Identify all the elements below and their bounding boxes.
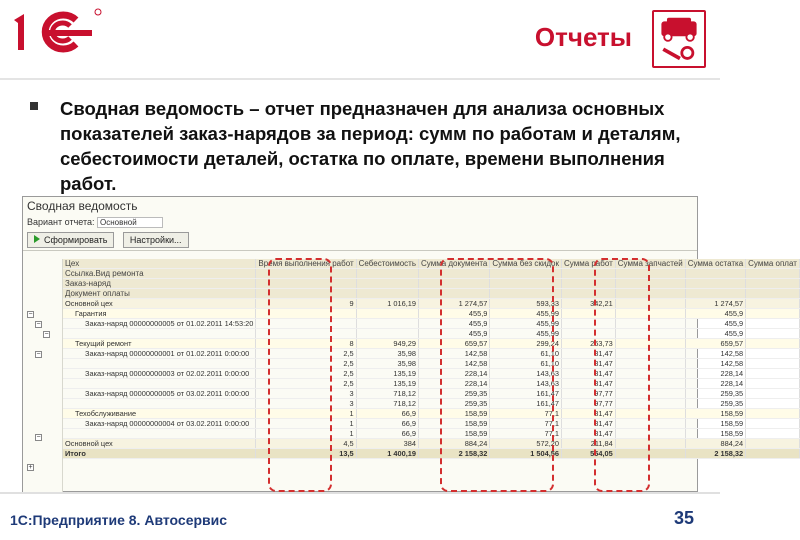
table-cell: Заказ-наряд 00000000004 от 03.02.2011 0:00:00 — [63, 419, 256, 429]
table-cell: 35,98 — [356, 359, 418, 369]
table-cell — [746, 399, 800, 409]
table-row[interactable] — [63, 359, 799, 369]
table-cell: 2,5 — [256, 369, 356, 379]
table-cell: Итого — [63, 449, 256, 459]
table-row[interactable] — [63, 409, 799, 419]
table-cell: 81,47 — [562, 349, 616, 359]
table-cell: 1 274,57 — [685, 299, 745, 309]
1c-logo — [8, 6, 104, 56]
table-cell — [746, 439, 800, 449]
generate-button[interactable] — [27, 232, 114, 248]
table-cell: 135,19 — [356, 379, 418, 389]
footer-divider — [0, 492, 720, 494]
header-cell — [356, 289, 418, 299]
table-cell — [63, 379, 256, 389]
table-cell: Техобслуживание — [63, 409, 256, 419]
car-service-icon — [652, 10, 706, 68]
table-cell: 35,98 — [356, 349, 418, 359]
table-cell — [746, 349, 800, 359]
table-cell: 228,14 — [419, 379, 490, 389]
table-cell: Основной цех — [63, 439, 256, 449]
table-cell: 1 504,56 — [490, 449, 562, 459]
header-cell: Сумма работ — [562, 259, 616, 269]
table-cell: 2 158,32 — [419, 449, 490, 459]
table-cell: 1 — [256, 409, 356, 419]
table-cell: 81,47 — [562, 409, 616, 419]
table-cell: 158,59 — [419, 409, 490, 419]
table-cell: 211,84 — [562, 439, 616, 449]
table-cell — [746, 429, 800, 439]
table-cell: 572,20 — [490, 439, 562, 449]
bullet-item — [34, 96, 694, 196]
table-cell: 2,5 — [256, 349, 356, 359]
header-cell — [356, 279, 418, 289]
bullet-marker — [30, 102, 38, 110]
header-divider — [0, 78, 720, 80]
collapse-icon[interactable]: − — [28, 311, 33, 318]
table-cell: 97,77 — [562, 389, 616, 399]
table-cell: 4,5 — [256, 439, 356, 449]
table-cell: 455,9 — [419, 329, 490, 339]
table-row[interactable] — [63, 399, 799, 409]
table-cell: 77,1 — [490, 409, 562, 419]
highlight-work-time — [268, 258, 332, 492]
table-cell: 1 400,19 — [356, 449, 418, 459]
table-cell: 66,9 — [356, 409, 418, 419]
table-cell: 61,10 — [490, 359, 562, 369]
table-row[interactable] — [63, 349, 799, 359]
header-cell — [685, 289, 745, 299]
table-cell: 2,5 — [256, 379, 356, 389]
table-cell: 61,10 — [490, 349, 562, 359]
collapse-icon[interactable]: − — [44, 331, 49, 338]
table-cell: 97,77 — [562, 399, 616, 409]
table-cell: 884,24 — [685, 439, 745, 449]
table-cell: 2,5 — [256, 359, 356, 369]
table-cell: 228,14 — [685, 379, 745, 389]
table-row[interactable] — [63, 429, 799, 439]
table-cell — [746, 379, 800, 389]
variant-label: Вариант отчета: — [27, 217, 95, 227]
table-cell: Текущий ремонт — [63, 339, 256, 349]
table-cell: 161,47 — [490, 399, 562, 409]
table-cell: 158,59 — [685, 429, 745, 439]
table-row[interactable] — [63, 439, 799, 449]
table-row[interactable] — [63, 299, 799, 309]
table-cell — [63, 399, 256, 409]
highlight-sums — [440, 258, 554, 492]
table-cell: 81,47 — [562, 369, 616, 379]
table-cell: 884,24 — [419, 439, 490, 449]
table-cell: Заказ-наряд 00000000005 от 01.02.2011 14:53:20 — [63, 319, 256, 329]
table-cell: 66,9 — [356, 419, 418, 429]
table-cell: 455,99 — [490, 309, 562, 319]
table-cell: 143,63 — [490, 379, 562, 389]
table-cell — [63, 329, 256, 339]
table-cell: Заказ-наряд 00000000003 от 02.02.2011 0:00:00 — [63, 369, 256, 379]
table-cell: 593,33 — [490, 299, 562, 309]
table-cell: 158,59 — [419, 429, 490, 439]
table-cell: 455,9 — [685, 309, 745, 319]
expand-icon[interactable]: + — [28, 464, 33, 471]
table-row[interactable] — [63, 379, 799, 389]
table-cell: 3 — [256, 389, 356, 399]
table-cell: 2 158,32 — [685, 449, 745, 459]
table-cell: 455,9 — [419, 319, 490, 329]
bullet-text: Сводная ведомость – отчет предназначен для анализа основных показателей заказ-нарядов за период: сумм по работам и деталям, себестоимости деталей, остатка по оплате, времени выполнения работ. — [60, 98, 681, 194]
header-cell — [746, 269, 800, 279]
header-row — [63, 269, 799, 279]
table-cell: 142,58 — [685, 359, 745, 369]
table-cell: 77,1 — [490, 429, 562, 439]
table-cell: 455,99 — [490, 319, 562, 329]
header-row — [63, 289, 799, 299]
header-cell: Ссылка.Вид ремонта — [63, 269, 256, 279]
table-cell: 135,19 — [356, 369, 418, 379]
table-cell: 158,59 — [685, 409, 745, 419]
table-cell — [746, 369, 800, 379]
table-cell: 81,47 — [562, 379, 616, 389]
table-cell — [356, 319, 418, 329]
header-cell — [746, 279, 800, 289]
table-cell — [746, 389, 800, 399]
table-cell — [746, 449, 800, 459]
report-toolbar — [23, 229, 697, 251]
table-cell: 161,47 — [490, 389, 562, 399]
collapse-icon[interactable]: − — [36, 434, 41, 441]
table-cell: 384 — [356, 439, 418, 449]
page-title: Отчеты — [534, 22, 632, 52]
collapse-icon[interactable]: − — [36, 321, 41, 328]
variant-row — [23, 215, 697, 229]
table-row[interactable] — [63, 339, 799, 349]
table-cell: 718,12 — [356, 389, 418, 399]
table-cell: 81,47 — [562, 429, 616, 439]
table-cell: 455,99 — [490, 329, 562, 339]
table-cell — [746, 319, 800, 329]
table-cell: 259,35 — [685, 399, 745, 409]
table-cell: 9 — [256, 299, 356, 309]
settings-label: Настройки... — [129, 235, 182, 245]
table-cell — [746, 359, 800, 369]
page-number: 35 — [673, 508, 694, 528]
table-cell: 1 — [256, 429, 356, 439]
table-cell: 228,14 — [685, 369, 745, 379]
header-cell — [746, 289, 800, 299]
table-cell: 77,1 — [490, 419, 562, 429]
table-cell: 13,5 — [256, 449, 356, 459]
table-cell: 66,9 — [356, 429, 418, 439]
table-cell: 142,58 — [419, 349, 490, 359]
header-cell — [685, 279, 745, 289]
header-cell — [685, 269, 745, 279]
table-cell — [746, 299, 800, 309]
header-cell: Сумма запчастей — [615, 259, 685, 269]
table-cell — [746, 339, 800, 349]
table-cell — [746, 409, 800, 419]
generate-label: Сформировать — [44, 235, 108, 245]
table-cell — [746, 419, 800, 429]
table-cell: 659,57 — [685, 339, 745, 349]
table-cell: Основной цех — [63, 299, 256, 309]
header-row — [63, 279, 799, 289]
table-row[interactable] — [63, 329, 799, 339]
table-cell: 259,35 — [419, 389, 490, 399]
table-cell: 259,35 — [419, 399, 490, 409]
highlight-remainder — [594, 258, 650, 492]
table-cell: 143,63 — [490, 369, 562, 379]
table-cell: 1 — [256, 419, 356, 429]
table-cell: 659,57 — [419, 339, 490, 349]
header-cell: Сумма оплат — [746, 259, 800, 269]
table-cell: 455,9 — [685, 319, 745, 329]
table-cell: 8 — [256, 339, 356, 349]
table-cell: 554,05 — [562, 449, 616, 459]
table-cell: 1 274,57 — [419, 299, 490, 309]
header-cell: Сумма остатка — [685, 259, 745, 269]
table-cell: 3 — [256, 399, 356, 409]
header-cell: Сумма без скидок — [490, 259, 562, 269]
table-row[interactable] — [63, 309, 799, 319]
table-cell: 455,9 — [419, 309, 490, 319]
table-row[interactable] — [63, 389, 799, 399]
table-cell: 81,47 — [562, 419, 616, 429]
table-cell: 142,58 — [685, 349, 745, 359]
header-row — [63, 259, 799, 269]
table-cell: 299,24 — [490, 339, 562, 349]
table-cell — [63, 429, 256, 439]
table-cell: 455,9 — [685, 329, 745, 339]
header-cell: Цех — [63, 259, 256, 269]
report-table — [63, 259, 800, 459]
table-cell: 158,59 — [685, 419, 745, 429]
table-cell: 949,29 — [356, 339, 418, 349]
table-row[interactable] — [63, 319, 799, 329]
table-cell: 259,35 — [685, 389, 745, 399]
table-cell: 81,47 — [562, 359, 616, 369]
table-cell: 158,59 — [419, 419, 490, 429]
header-cell: Время выполнения работ — [256, 259, 356, 269]
header-cell: Документ оплаты — [63, 289, 256, 299]
table-cell: 718,12 — [356, 399, 418, 409]
header-cell: Заказ-наряд — [63, 279, 256, 289]
table-cell: Гарантия — [63, 309, 256, 319]
table-cell: 228,14 — [419, 369, 490, 379]
table-cell: 342,21 — [562, 299, 616, 309]
tree-gutter — [23, 259, 63, 493]
table-cell — [63, 359, 256, 369]
report-window-title: Сводная ведомость — [27, 199, 138, 213]
header-cell: Сумма документа — [419, 259, 490, 269]
table-cell: 1 016,19 — [356, 299, 418, 309]
table-cell — [746, 329, 800, 339]
collapse-icon[interactable]: − — [36, 351, 41, 358]
table-row[interactable] — [63, 419, 799, 429]
footer-product: 1С:Предприятие 8. Автосервис — [10, 512, 228, 528]
table-cell: Заказ-наряд 00000000001 от 01.02.2011 0:00:00 — [63, 349, 256, 359]
table-cell — [356, 309, 418, 319]
table-cell — [356, 329, 418, 339]
settings-button[interactable] — [123, 232, 189, 248]
table-cell: 263,73 — [562, 339, 616, 349]
table-cell — [746, 309, 800, 319]
table-cell: 142,58 — [419, 359, 490, 369]
table-row[interactable] — [63, 449, 799, 459]
play-icon — [34, 235, 40, 243]
table-cell: Заказ-наряд 00000000005 от 03.02.2011 0:00:00 — [63, 389, 256, 399]
table-row[interactable] — [63, 369, 799, 379]
variant-select[interactable]: Основной — [97, 217, 163, 228]
header-cell — [356, 269, 418, 279]
header-cell: Себестоимость — [356, 259, 418, 269]
